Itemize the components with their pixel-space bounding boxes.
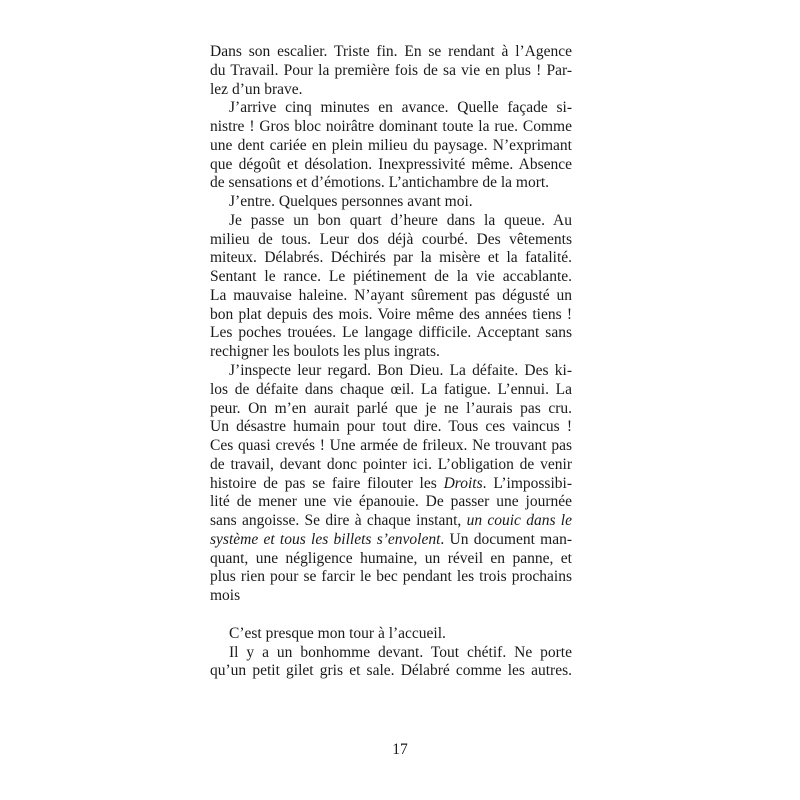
text-line: C’est presque mon tour à l’accueil. <box>229 624 446 642</box>
text-line: Les poches trouées. Le langage difficile. Acceptant sans <box>210 324 572 342</box>
text-line: système et tous les billets s’envolent. Un document man- <box>210 530 572 548</box>
text-line: du Travail. Pour la première fois de sa vie en plus ! Par- <box>210 61 572 79</box>
text-line: histoire de pas se faire filouter les Droits. L’impossibi- <box>210 474 572 492</box>
text-line: Dans son escalier. Triste fin. En se rendant à l’Agence <box>210 43 572 60</box>
text-line: La mauvaise haleine. N’ayant sûrement pas dégusté un <box>210 286 572 304</box>
text-line: Ces quasi crevés ! Une armée de frileux. Ne trouvant pas <box>210 437 572 455</box>
text-line: qu’un petit gilet gris et sale. Délabré comme les autres. <box>210 662 572 680</box>
text-line: J’entre. Quelques personnes avant moi. <box>229 193 473 211</box>
text-line: lez d’un brave. <box>210 80 303 98</box>
text-line: lité de mener une vie épanouie. De passer une journée <box>210 493 572 511</box>
text-line: nistre ! Gros bloc noirâtre dominant toute la rue. Comme <box>210 118 572 136</box>
text-line: bon plat depuis des mois. Voire même des années tiens ! <box>210 305 572 323</box>
text-line: une dent cariée en plein milieu du paysage. N’exprimant <box>210 136 572 154</box>
page-number: 17 <box>392 741 408 758</box>
text-line: milieu de tous. Leur dos déjà courbé. Des vêtements <box>210 230 572 248</box>
text-line: Un désastre humain pour tout dire. Tous ces vaincus ! <box>210 418 572 436</box>
text-line: mois <box>210 587 241 605</box>
blank-line <box>210 606 572 625</box>
page-body <box>210 43 572 681</box>
text-line: Sentant le rance. Le piétinement de la vie accablante. <box>210 268 572 286</box>
text-line: Il y a un bonhomme devant. Tout chétif. Ne porte <box>229 643 572 661</box>
text-line: plus rien pour se farcir le bec pendant les trois prochains <box>210 568 572 586</box>
text-line: J’arrive cinq minutes en avance. Quelle façade si- <box>229 99 572 117</box>
text-line: peur. On m’en aurait parlé que je ne l’aurais pas cru. <box>210 399 572 417</box>
text-line: J’inspecte leur regard. Bon Dieu. La défaite. Des ki- <box>229 362 572 380</box>
text-line: de travail, devant donc pointer ici. L’obligation de venir <box>210 455 572 473</box>
text-line: los de défaite dans chaque œil. La fatigue. L’ennui. La <box>210 380 572 398</box>
text-line: miteux. Délabrés. Déchirés par la misère et la fatalité. <box>210 249 572 267</box>
text-line: Je passe un bon quart d’heure dans la queue. Au <box>229 211 572 229</box>
text-line: de sensations et d’émotions. L’antichambre de la mort. <box>210 174 550 192</box>
text-line: quant, une négligence humaine, un réveil en panne, et <box>210 549 572 567</box>
text-line: rechigner les boulots les plus ingrats. <box>210 343 440 361</box>
text-line: sans angoisse. Se dire à chaque instant, un couic dans le <box>210 512 572 530</box>
text-line: que dégoût et désolation. Inexpressivité même. Absence <box>210 155 572 173</box>
